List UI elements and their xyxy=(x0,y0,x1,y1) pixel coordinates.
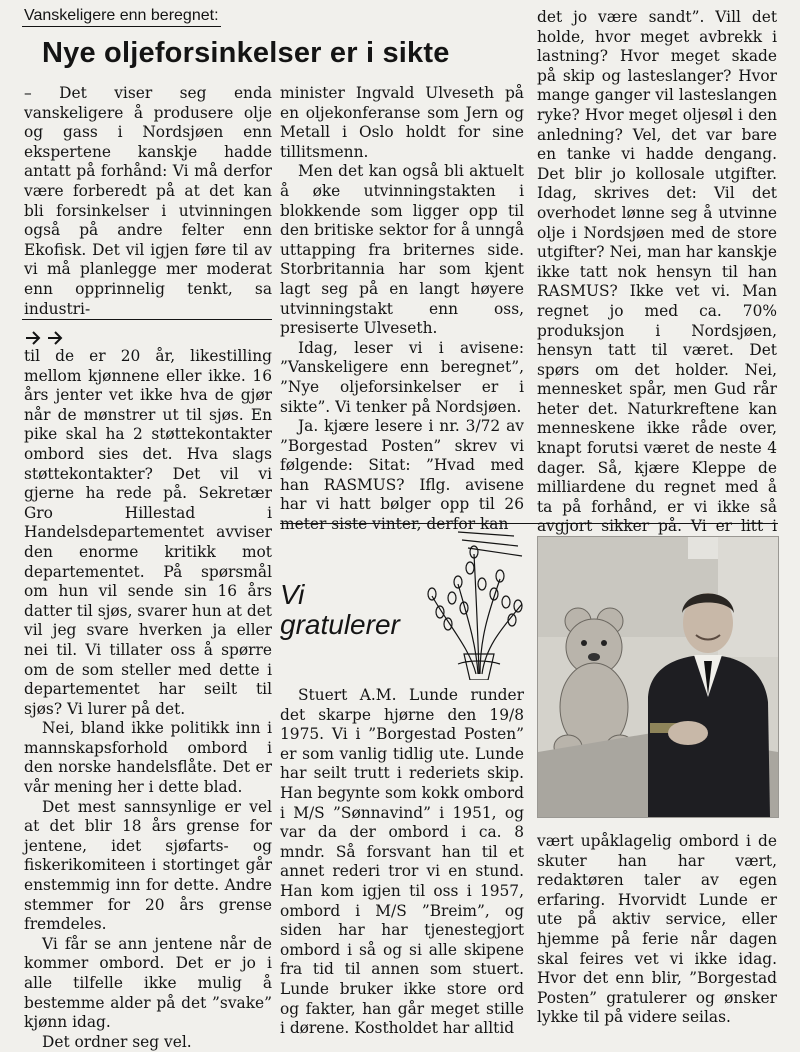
greeting-paragraph: Stuert A.M. Lunde runder det skarpe hjørne den 19/8 1975. Vi i ”Borgestad Posten” er som vanlig tidlig ute. Lunde har seilt trutt i rederiets skip. Han begynte som kokk ombord i M/S ”Sønnavind” i 1951, og var da der ombord i ca. 8 mndr. Så forsvant han til et annet rederi tror vi en stund. Han kom igjen til oss i 1957, ombord i M/S ”Breim”, og siden har har tjenestegjort ombord i så og si alle skipene fra tid til annen som stuert. Lunde bruker ikke store ord og fakter, han går meget stille i dørene. Kostholdet har alltid xyxy=(280,686,524,1038)
greeting-column-3 xyxy=(537,832,777,1028)
article-column-3 xyxy=(537,8,777,557)
continued-paragraph: Det ordner seg vel. xyxy=(42,1032,192,1051)
double-right-arrow-icon xyxy=(24,329,68,347)
flower-bouquet-illustration xyxy=(418,524,530,680)
article-kicker: Vanskeligere enn beregnet: xyxy=(22,6,221,27)
continued-column xyxy=(24,347,272,1052)
article-headline: Nye oljeforsinkelser er i sikte xyxy=(42,37,450,69)
portrait-photo-man-with-teddy-bear xyxy=(538,537,778,817)
article-paragraph: det jo være sandt”. Vill det holde, hvor meget avbrekk i lastning? Hvor meget skade på skip og lasteslanger? Hvor mange ganger vil lasteslangen ryke? Hvor meget oljesøl i den anledning? Vel, det var bare en tanke vi hadde dengang. Det blir jo kollosale utgifter. Idag, skrives det: Vil det overhodet lønne seg å utvinne olje i Nordsjøen med de store utgifter? Nei, man har kanskje ikke tatt nok hensyn til han RASMUS? Ikke vet vi. Man regnet jo med ca. 70% produksjon i Nordsjøen, hensyn tatt til været. Det spørs om det holder. Nei, mennesket spår, men Gud rår heter det. Naturkreftene kan menneskene ikke råde over, knapt forutsi været de neste 4 dager. Så, kjære Kleppe de milliardene du regnet med å ta på forhånd, er vi ikke så avgjort sikker på. Vi er litt i xyxy=(537,8,777,536)
greeting-column-2 xyxy=(280,686,524,1039)
continued-paragraph: Vi får se ann jentene når de kommer ombord. Det er jo i alle tilfelle ikke mulig å bestemme alder på det ”svake” kjønn idag. xyxy=(24,934,272,1032)
greeting-title: Vi gratulerer xyxy=(280,579,400,640)
continued-paragraph: Nei, bland ikke politikk inn i mannskapsforhold ombord i den norske handelsflåte. Det er vår mening her i dette blad. xyxy=(24,719,272,797)
article-paragraph: – Det viser seg enda vanskeligere å produsere olje og gass i Nordsjøen enn ekspertene kanskje hadde antatt på forhånd: Vi må derfor være forberedt på at det kan bli forsinkelser i utvinningen også på andre felter enn Ekofisk. Det vil igjen føre til av vi må planlegge mer moderat enn opprinnelig tenkt, sa industri- xyxy=(24,84,272,318)
article-paragraph: Idag, leser vi i avisene: ”Vanskeligere enn beregnet”, ”Nye oljeforsinkelser er i sikte”. Vi tenker på Nordsjøen. xyxy=(280,338,524,416)
article-paragraph: Ja. kjære lesere i nr. 3/72 av ”Borgestad Posten” skrev vi følgende: Sitat: ”Hvad med han RASMUS? Iflg. avisene har vi hatt bølger opp til 26 meter siste vinter, derfor kan xyxy=(280,417,524,534)
continued-paragraph: til de er 20 år, likestilling mellom kjønnene eller ikke. 16 års jenter vet ikke hva de gjør når de mønstrer ut til sjøs. En pike skal ha 2 støttekontakter ombord sies det. Hva slags støttekontakter? Det vil vi gjerne ha rede på. Sekretær Gro Hillestad i Handelsdepartementet avviser den enorme kritikk mot departementet. På spørsmål om hun vil sende sin 16 års datter til sjøs, svarer hun at det vil jeg svare hverken ja eller nei til. Vi tillater oss å spørre om de som steller med dette i departementet har seilt til sjøs? Vi lurer på det. xyxy=(24,347,272,718)
article-column-1 xyxy=(24,84,272,319)
article-paragraph: Men det kan også bli aktuelt å øke utvinningstakten i blokkende som ligger opp til den britiske sektor for å unngå uttapping fra briternes side. Storbritannia har som kjent lagt seg på en langt høyere utvinningstakt enn oss, presiserte Ulveseth. xyxy=(280,162,524,338)
article-paragraph: minister Ingvald Ulveseth på en oljekonferanse som Jern og Metall i Oslo holdt for sine tillitsmenn. xyxy=(280,84,524,161)
continued-paragraph: Det mest sannsynlige er vel at det blir 18 års grense for jentene, idet sjøfarts- og fiskerikomiteen i stortinget går enstemmig inn for dette. Andre stemmer for 20 års grense fremdeles. xyxy=(24,797,272,934)
portrait-photo xyxy=(537,536,779,818)
greeting-paragraph: vært upåklagelig ombord i de skuter han har vært, redaktøren taler av egen erfaring. Hvorvidt Lunde er ute på aktiv service, eller hjemme på ferie når dagen skal feires vet vi ikke idag. Hvor det enn blir, ”Borgestad Posten” gratulerer og ønsker lykke til på videre seilas. xyxy=(537,832,777,1027)
column-divider xyxy=(22,319,272,320)
article-column-2 xyxy=(280,84,524,535)
